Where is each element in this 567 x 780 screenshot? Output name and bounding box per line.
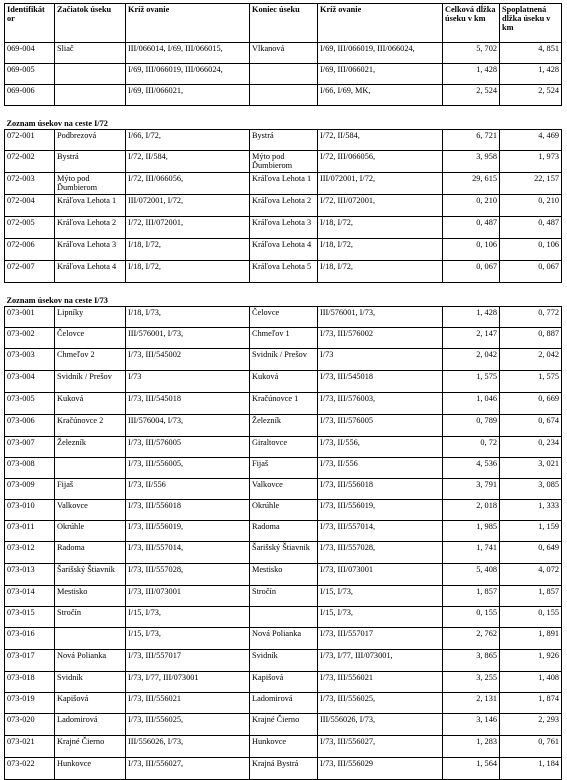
- cell-toll-length: 1, 575: [500, 371, 562, 393]
- cell-end: Kráľova Lehota 4: [250, 239, 318, 261]
- cell-id: 073-020: [5, 714, 55, 736]
- cell-total-length: 3, 146: [443, 714, 500, 736]
- cell-start: [55, 85, 126, 106]
- cell-toll-length: 3, 021: [500, 458, 562, 479]
- cell-crossing-2: I/73, III/556019,: [318, 500, 443, 521]
- cell-toll-length: 1, 926: [500, 650, 562, 672]
- cell-crossing-1: I/73, III/557017: [126, 650, 250, 672]
- cell-id: 073-015: [5, 607, 55, 628]
- cell-start: Fijaš: [55, 479, 126, 500]
- cell-start: Krajné Čierno: [55, 736, 126, 758]
- cell-crossing-2: I/18, I/72,: [318, 239, 443, 261]
- cell-crossing-2: I/73, III/556018: [318, 479, 443, 500]
- cell-end: Svidník / Prešov: [250, 349, 318, 371]
- cell-toll-length: 0, 487: [500, 217, 562, 239]
- cell-crossing-2: I/73, III/576005: [318, 415, 443, 437]
- cell-end: Nová Polianka: [250, 628, 318, 650]
- table-row: [5, 85, 562, 106]
- cell-end: Stročín: [250, 586, 318, 607]
- cell-total-length: 3, 958: [443, 151, 500, 173]
- table-row: [5, 736, 562, 758]
- section-heading: Zoznam úsekov na ceste I/72: [5, 106, 562, 130]
- cell-crossing-2: I/66, I/69, MK,: [318, 85, 443, 106]
- cell-crossing-2: I/72, III/066056,: [318, 151, 443, 173]
- cell-total-length: 1, 283: [443, 736, 500, 758]
- cell-crossing-2: I/73, II/556: [318, 458, 443, 479]
- table-row: [5, 64, 562, 85]
- cell-id: 069-006: [5, 85, 55, 106]
- cell-start: Kuková: [55, 393, 126, 415]
- document-page: [4, 3, 561, 780]
- cell-end: Fijaš: [250, 458, 318, 479]
- cell-toll-length: 2, 293: [500, 714, 562, 736]
- cell-toll-length: 4, 072: [500, 564, 562, 586]
- cell-toll-length: 0, 210: [500, 195, 562, 217]
- cell-toll-length: 0, 772: [500, 307, 562, 328]
- cell-id: 073-021: [5, 736, 55, 758]
- table-row: [5, 542, 562, 564]
- cell-end: Mestisko: [250, 564, 318, 586]
- cell-crossing-1: I/73, III/557028,: [126, 564, 250, 586]
- cell-start: Kráľova Lehota 4: [55, 261, 126, 283]
- cell-crossing-1: I/72, III/072001,: [126, 217, 250, 239]
- cell-crossing-1: I/66, I/72,: [126, 130, 250, 151]
- cell-id: 069-005: [5, 64, 55, 85]
- cell-total-length: 3, 255: [443, 672, 500, 693]
- cell-toll-length: 0, 887: [500, 328, 562, 349]
- table-row: [5, 586, 562, 607]
- cell-id: 073-003: [5, 349, 55, 371]
- header-crossing-1: Kríž ovanie: [126, 4, 250, 43]
- cell-id: 073-008: [5, 458, 55, 479]
- cell-toll-length: 1, 874: [500, 693, 562, 714]
- cell-end: Ladomirová: [250, 693, 318, 714]
- cell-end: Krajná Bystrá: [250, 758, 318, 780]
- cell-end: Vlkanová: [250, 43, 318, 64]
- cell-start: Šarišský Štiavnik: [55, 564, 126, 586]
- cell-total-length: 2, 762: [443, 628, 500, 650]
- cell-total-length: 5, 702: [443, 43, 500, 64]
- cell-toll-length: 1, 973: [500, 151, 562, 173]
- cell-crossing-1: III/576001, I/73,: [126, 328, 250, 349]
- cell-total-length: 0, 789: [443, 415, 500, 437]
- cell-start: Lipníky: [55, 307, 126, 328]
- cell-start: Stročín: [55, 607, 126, 628]
- section-heading-row: [5, 106, 562, 130]
- table-row: [5, 195, 562, 217]
- cell-crossing-1: I/73, III/545002: [126, 349, 250, 371]
- cell-id: 073-007: [5, 437, 55, 458]
- header-end: Koniec úseku: [250, 4, 318, 43]
- cell-end: Kuková: [250, 371, 318, 393]
- cell-crossing-1: I/73, III/556021: [126, 693, 250, 714]
- cell-crossing-2: I/73, I/77, III/073001,: [318, 650, 443, 672]
- cell-total-length: 2, 018: [443, 500, 500, 521]
- cell-toll-length: 0, 761: [500, 736, 562, 758]
- cell-end: Mýto pod Ďumbierom: [250, 151, 318, 173]
- cell-toll-length: 0, 155: [500, 607, 562, 628]
- cell-start: Podbrezová: [55, 130, 126, 151]
- cell-id: 072-004: [5, 195, 55, 217]
- cell-start: Nová Polianka: [55, 650, 126, 672]
- cell-total-length: 6, 721: [443, 130, 500, 151]
- cell-crossing-2: I/73, III/545018: [318, 371, 443, 393]
- table-row: [5, 328, 562, 349]
- cell-end: Hunkovce: [250, 736, 318, 758]
- cell-crossing-2: I/69, III/066021,: [318, 64, 443, 85]
- cell-start: [55, 628, 126, 650]
- cell-crossing-2: III/072001, I/72,: [318, 173, 443, 195]
- cell-end: Kráľova Lehota 1: [250, 173, 318, 195]
- cell-end: Svidník: [250, 650, 318, 672]
- cell-crossing-2: I/69, III/066019, III/066024,: [318, 43, 443, 64]
- cell-start: Kračúnovce 2: [55, 415, 126, 437]
- cell-end: [250, 85, 318, 106]
- cell-crossing-1: I/73, III/556019,: [126, 521, 250, 542]
- cell-crossing-1: I/73, III/556025,: [126, 714, 250, 736]
- cell-id: 073-019: [5, 693, 55, 714]
- cell-crossing-1: III/066014, I/69, III/066015,: [126, 43, 250, 64]
- cell-toll-length: 4, 469: [500, 130, 562, 151]
- cell-start: Železník: [55, 437, 126, 458]
- cell-crossing-1: I/73, III/556005,: [126, 458, 250, 479]
- table-row: [5, 564, 562, 586]
- cell-id: 073-005: [5, 393, 55, 415]
- cell-crossing-1: I/15, I/73,: [126, 607, 250, 628]
- cell-toll-length: 1, 891: [500, 628, 562, 650]
- cell-total-length: 2, 042: [443, 349, 500, 371]
- cell-start: Kráľova Lehota 2: [55, 217, 126, 239]
- cell-crossing-1: I/73, I/77, III/073001: [126, 672, 250, 693]
- table-row: [5, 307, 562, 328]
- cell-start: Okrúhle: [55, 521, 126, 542]
- cell-end: Železník: [250, 415, 318, 437]
- cell-total-length: 0, 487: [443, 217, 500, 239]
- cell-id: 073-004: [5, 371, 55, 393]
- cell-id: 073-017: [5, 650, 55, 672]
- cell-crossing-2: I/73, III/556025,: [318, 693, 443, 714]
- cell-total-length: 2, 147: [443, 328, 500, 349]
- cell-total-length: 1, 575: [443, 371, 500, 393]
- cell-id: 073-016: [5, 628, 55, 650]
- cell-end: Chmeľov 1: [250, 328, 318, 349]
- cell-total-length: 0, 210: [443, 195, 500, 217]
- cell-toll-length: 1, 428: [500, 64, 562, 85]
- table-row: [5, 261, 562, 283]
- header-start: Začiatok úseku: [55, 4, 126, 43]
- cell-total-length: 1, 428: [443, 307, 500, 328]
- cell-crossing-1: III/556026, I/73,: [126, 736, 250, 758]
- table-row: [5, 479, 562, 500]
- cell-end: Radoma: [250, 521, 318, 542]
- table-row: [5, 628, 562, 650]
- cell-end: Kráľova Lehota 3: [250, 217, 318, 239]
- cell-id: 073-012: [5, 542, 55, 564]
- cell-end: Valkovce: [250, 479, 318, 500]
- cell-total-length: 3, 791: [443, 479, 500, 500]
- cell-total-length: 3, 865: [443, 650, 500, 672]
- cell-toll-length: 1, 159: [500, 521, 562, 542]
- cell-crossing-1: I/73, III/545018: [126, 393, 250, 415]
- table-row: [5, 130, 562, 151]
- cell-total-length: 2, 131: [443, 693, 500, 714]
- table-row: [5, 217, 562, 239]
- cell-total-length: 29, 615: [443, 173, 500, 195]
- cell-start: Chmeľov 2: [55, 349, 126, 371]
- cell-crossing-1: I/73, III/073001: [126, 586, 250, 607]
- cell-crossing-2: I/73, III/556027,: [318, 736, 443, 758]
- cell-start: Kapišová: [55, 693, 126, 714]
- cell-crossing-2: I/72, II/584,: [318, 130, 443, 151]
- cell-total-length: 0, 106: [443, 239, 500, 261]
- cell-start: Kráľova Lehota 3: [55, 239, 126, 261]
- cell-id: 073-011: [5, 521, 55, 542]
- cell-total-length: 1, 741: [443, 542, 500, 564]
- road-sections-table: [4, 3, 562, 780]
- cell-crossing-2: I/73, III/556021: [318, 672, 443, 693]
- table-row: [5, 371, 562, 393]
- cell-toll-length: 1, 857: [500, 586, 562, 607]
- cell-toll-length: 0, 234: [500, 437, 562, 458]
- cell-start: Svidník / Prešov: [55, 371, 126, 393]
- cell-end: Kračúnovce 1: [250, 393, 318, 415]
- cell-toll-length: 1, 333: [500, 500, 562, 521]
- cell-crossing-2: I/18, I/72,: [318, 261, 443, 283]
- table-row: [5, 349, 562, 371]
- cell-toll-length: 0, 649: [500, 542, 562, 564]
- cell-total-length: 4, 536: [443, 458, 500, 479]
- cell-id: 072-005: [5, 217, 55, 239]
- cell-end: Bystrá: [250, 130, 318, 151]
- table-row: [5, 693, 562, 714]
- cell-total-length: 1, 857: [443, 586, 500, 607]
- cell-crossing-2: I/73, III/576002: [318, 328, 443, 349]
- cell-start: Hunkovce: [55, 758, 126, 780]
- cell-end: Krajné Čierno: [250, 714, 318, 736]
- cell-id: 073-022: [5, 758, 55, 780]
- cell-crossing-2: I/73, III/556029: [318, 758, 443, 780]
- cell-crossing-2: I/72, III/072001,: [318, 195, 443, 217]
- table-header-row: [5, 4, 562, 43]
- cell-end: [250, 607, 318, 628]
- cell-id: 073-013: [5, 564, 55, 586]
- cell-crossing-1: I/18, I/72,: [126, 261, 250, 283]
- cell-crossing-2: I/73, III/557028,: [318, 542, 443, 564]
- cell-end: Okrúhle: [250, 500, 318, 521]
- table-row: [5, 607, 562, 628]
- cell-crossing-1: I/15, I/73,: [126, 628, 250, 650]
- cell-end: Kráľova Lehota 5: [250, 261, 318, 283]
- cell-start: Kráľova Lehota 1: [55, 195, 126, 217]
- cell-toll-length: 0, 106: [500, 239, 562, 261]
- cell-crossing-2: I/18, I/72,: [318, 217, 443, 239]
- cell-crossing-2: I/73: [318, 349, 443, 371]
- cell-crossing-1: I/69, III/066019, III/066024,: [126, 64, 250, 85]
- cell-start: Svidník: [55, 672, 126, 693]
- cell-total-length: 1, 985: [443, 521, 500, 542]
- cell-id: 072-003: [5, 173, 55, 195]
- cell-end: Kapišová: [250, 672, 318, 693]
- cell-crossing-1: I/72, II/584,: [126, 151, 250, 173]
- table-row: [5, 437, 562, 458]
- cell-start: Čelovce: [55, 328, 126, 349]
- cell-total-length: 5, 408: [443, 564, 500, 586]
- cell-start: Mýto pod Ďumbierom: [55, 173, 126, 195]
- cell-crossing-2: I/73, II/556,: [318, 437, 443, 458]
- table-row: [5, 672, 562, 693]
- table-row: [5, 714, 562, 736]
- cell-toll-length: 0, 674: [500, 415, 562, 437]
- cell-end: Čelovce: [250, 307, 318, 328]
- cell-id: 073-006: [5, 415, 55, 437]
- cell-id: 073-009: [5, 479, 55, 500]
- cell-total-length: 1, 428: [443, 64, 500, 85]
- table-row: [5, 415, 562, 437]
- cell-crossing-2: I/15, I/73,: [318, 586, 443, 607]
- cell-end: Kráľova Lehota 2: [250, 195, 318, 217]
- header-toll-length: Spoplatnená dĺžka úseku v km: [500, 4, 562, 43]
- cell-id: 072-002: [5, 151, 55, 173]
- cell-start: [55, 64, 126, 85]
- cell-total-length: 0, 155: [443, 607, 500, 628]
- cell-id: 073-001: [5, 307, 55, 328]
- header-id: Identifikát or: [5, 4, 55, 43]
- table-body: [5, 43, 562, 780]
- cell-toll-length: 0, 067: [500, 261, 562, 283]
- cell-toll-length: 22, 157: [500, 173, 562, 195]
- cell-crossing-1: I/73, III/556027,: [126, 758, 250, 780]
- cell-start: Sliač: [55, 43, 126, 64]
- cell-crossing-2: III/556026, I/73,: [318, 714, 443, 736]
- cell-end: Giraltovce: [250, 437, 318, 458]
- table-row: [5, 500, 562, 521]
- cell-toll-length: 1, 184: [500, 758, 562, 780]
- cell-toll-length: 3, 085: [500, 479, 562, 500]
- cell-toll-length: 0, 669: [500, 393, 562, 415]
- cell-end: [250, 64, 318, 85]
- cell-toll-length: 2, 042: [500, 349, 562, 371]
- cell-crossing-1: III/576004, I/73,: [126, 415, 250, 437]
- cell-total-length: 2, 524: [443, 85, 500, 106]
- cell-crossing-1: I/72, III/066056,: [126, 173, 250, 195]
- cell-toll-length: 2, 524: [500, 85, 562, 106]
- cell-crossing-1: I/69, III/066021,: [126, 85, 250, 106]
- header-crossing-2: Kríž ovanie: [318, 4, 443, 43]
- cell-id: 072-007: [5, 261, 55, 283]
- cell-id: 073-014: [5, 586, 55, 607]
- cell-id: 073-002: [5, 328, 55, 349]
- cell-crossing-1: III/072001, I/72,: [126, 195, 250, 217]
- cell-crossing-1: I/18, I/72,: [126, 239, 250, 261]
- cell-crossing-1: I/73: [126, 371, 250, 393]
- cell-total-length: 1, 046: [443, 393, 500, 415]
- cell-start: Valkovce: [55, 500, 126, 521]
- cell-start: Mestisko: [55, 586, 126, 607]
- cell-id: 069-004: [5, 43, 55, 64]
- cell-total-length: 1, 564: [443, 758, 500, 780]
- section-heading-row: [5, 283, 562, 307]
- table-row: [5, 758, 562, 780]
- table-row: [5, 173, 562, 195]
- cell-toll-length: 1, 408: [500, 672, 562, 693]
- cell-start: Radoma: [55, 542, 126, 564]
- cell-end: Šarišský Štiavnik: [250, 542, 318, 564]
- cell-total-length: 0, 067: [443, 261, 500, 283]
- cell-crossing-2: III/576001, I/73,: [318, 307, 443, 328]
- table-row: [5, 393, 562, 415]
- cell-id: 073-010: [5, 500, 55, 521]
- table-row: [5, 458, 562, 479]
- cell-toll-length: 4, 851: [500, 43, 562, 64]
- cell-crossing-1: I/73, III/557014,: [126, 542, 250, 564]
- cell-crossing-1: I/73, III/556018: [126, 500, 250, 521]
- cell-crossing-1: I/73, II/556: [126, 479, 250, 500]
- cell-start: Ladomirová: [55, 714, 126, 736]
- cell-crossing-2: I/73, III/557014,: [318, 521, 443, 542]
- header-total-length: Celková dĺžka úseku v km: [443, 4, 500, 43]
- cell-crossing-2: I/73, III/557017: [318, 628, 443, 650]
- cell-crossing-1: I/18, I/73,: [126, 307, 250, 328]
- cell-id: 072-001: [5, 130, 55, 151]
- table-row: [5, 650, 562, 672]
- table-row: [5, 521, 562, 542]
- table-row: [5, 43, 562, 64]
- cell-crossing-1: I/73, III/576005: [126, 437, 250, 458]
- cell-crossing-2: I/73, III/576003,: [318, 393, 443, 415]
- cell-crossing-2: I/73, III/073001: [318, 564, 443, 586]
- cell-crossing-2: I/15, I/73,: [318, 607, 443, 628]
- table-row: [5, 151, 562, 173]
- cell-start: Bystrá: [55, 151, 126, 173]
- table-row: [5, 239, 562, 261]
- cell-id: 072-006: [5, 239, 55, 261]
- section-heading: Zoznam úsekov na ceste I/73: [5, 283, 562, 307]
- cell-start: [55, 458, 126, 479]
- cell-total-length: 0, 72: [443, 437, 500, 458]
- cell-id: 073-018: [5, 672, 55, 693]
